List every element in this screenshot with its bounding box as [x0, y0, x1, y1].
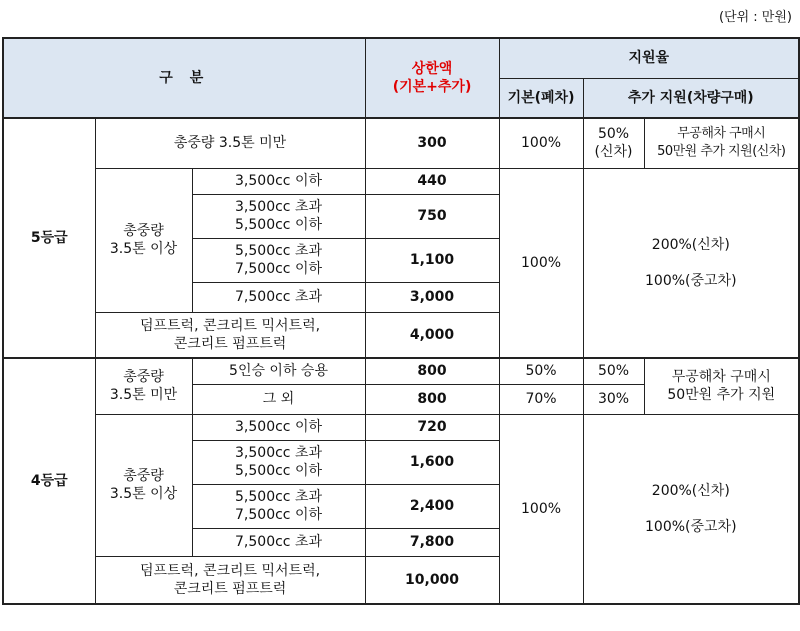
header-extra: 추가 지원(차량구매) [583, 78, 799, 118]
grade4-over-extra-l1: 200%(신차) [651, 482, 730, 499]
grade5-row0-l1: 3,500cc 이하 [235, 173, 322, 189]
grade4-over-extra [583, 414, 799, 604]
grade4-note-l1: 무공해차 구매시 [671, 369, 771, 386]
grade4-row2-l2: 7,500cc 이하 [235, 507, 322, 523]
grade5-extra-rate-l2: (신차) [594, 144, 633, 161]
subsidy-table [2, 37, 800, 605]
grade4-over-base: 100% [499, 414, 583, 604]
header-limit [365, 38, 499, 118]
grade4-other-base: 70% [499, 384, 583, 414]
grade4-other-limit: 800 [365, 384, 499, 414]
grade4-row2-label [192, 484, 365, 528]
grade5-over-group [95, 168, 192, 312]
header-limit-line1: 상한액 [411, 61, 453, 77]
grade4-row1-limit: 1,600 [365, 440, 499, 484]
grade5-over-group-l1: 총중량 [123, 223, 164, 239]
grade5-over-extra-l2: 100%(중고차) [645, 272, 737, 289]
grade4-label: 4등급 [3, 358, 95, 604]
grade5-over-group-l2: 3.5톤 이상 [109, 241, 178, 257]
grade4-passenger-base: 50% [499, 358, 583, 384]
grade5-under-limit: 300 [365, 118, 499, 168]
grade5-under-extra-rate [583, 118, 644, 168]
grade4-under-group [95, 358, 192, 414]
header-limit-line2: (기본+추가) [392, 79, 472, 95]
grade4-row2-l1: 5,500cc 초과 [235, 489, 322, 505]
grade4-special-label [95, 556, 365, 604]
grade4-row1-label [192, 440, 365, 484]
grade5-over-base: 100% [499, 168, 583, 358]
grade5-under-name: 총중량 3.5톤 미만 [95, 118, 365, 168]
grade4-row0-label [192, 414, 365, 440]
grade4-over-group [95, 414, 192, 556]
grade4-row0-l1: 3,500cc 이하 [235, 419, 322, 435]
grade5-row2-l2: 7,500cc 이하 [235, 261, 322, 277]
grade4-passenger-name: 5인승 이하 승용 [192, 358, 365, 384]
grade4-over-group-l1: 총중량 [123, 468, 164, 484]
grade5-row1-l2: 5,500cc 이하 [235, 217, 322, 233]
grade4-special-l1: 덤프트럭, 콘크리트 믹서트럭, [139, 562, 321, 579]
grade4-row3-l1: 7,500cc 초과 [235, 534, 322, 550]
header-category: 구 분 [3, 38, 365, 118]
grade4-passenger-extra: 50% [583, 358, 644, 384]
grade5-under-base: 100% [499, 118, 583, 168]
grade4-row0-limit: 720 [365, 414, 499, 440]
unit-label: (단위 : 만원) [718, 10, 792, 25]
grade5-label: 5등급 [3, 118, 95, 358]
grade4-special-limit: 10,000 [365, 556, 499, 604]
grade4-over-extra-l2: 100%(중고차) [645, 518, 737, 535]
grade5-row3-label [192, 282, 365, 312]
grade5-row3-l1: 7,500cc 초과 [235, 289, 322, 305]
grade4-under-group-l1: 총중량 [123, 369, 164, 386]
grade5-row2-label [192, 238, 365, 282]
grade5-special-limit: 4,000 [365, 312, 499, 358]
grade5-row2-limit: 1,100 [365, 238, 499, 282]
grade4-note-l2: 50만원 추가 지원 [667, 387, 776, 404]
header-support-rate: 지원율 [499, 38, 799, 78]
grade4-row1-l2: 5,500cc 이하 [235, 463, 322, 479]
grade5-note-l2: 50만원 추가 지원(신차) [657, 144, 786, 160]
grade4-row3-limit: 7,800 [365, 528, 499, 556]
grade4-passenger-limit: 800 [365, 358, 499, 384]
grade4-row2-limit: 2,400 [365, 484, 499, 528]
grade5-special-l1: 덤프트럭, 콘크리트 믹서트럭, [139, 317, 321, 334]
grade5-row0-limit: 440 [365, 168, 499, 194]
grade5-row3-limit: 3,000 [365, 282, 499, 312]
grade4-other-extra: 30% [583, 384, 644, 414]
grade5-special-l2: 콘크리트 펌프트럭 [173, 335, 287, 352]
grade5-row1-l1: 3,500cc 초과 [235, 199, 322, 215]
grade5-note-l1: 무공해차 구매시 [677, 126, 766, 142]
grade5-under-note [644, 118, 799, 168]
grade4-note [644, 358, 799, 414]
grade5-over-extra-l1: 200%(신차) [651, 236, 730, 253]
grade4-over-group-l2: 3.5톤 이상 [109, 486, 178, 502]
grade5-extra-rate-l1: 50% [597, 126, 630, 143]
grade4-other-name: 그 외 [192, 384, 365, 414]
grade5-row0-label [192, 168, 365, 194]
grade5-over-extra [583, 168, 799, 358]
header-base: 기본(폐차) [499, 78, 583, 118]
grade4-row1-l1: 3,500cc 초과 [235, 445, 322, 461]
grade5-row1-label [192, 194, 365, 238]
grade5-row2-l1: 5,500cc 초과 [235, 243, 322, 259]
grade4-row3-label [192, 528, 365, 556]
grade4-under-group-l2: 3.5톤 미만 [109, 387, 178, 404]
grade5-special-label [95, 312, 365, 358]
grade5-row1-limit: 750 [365, 194, 499, 238]
grade4-special-l2: 콘크리트 펌프트럭 [173, 580, 287, 597]
